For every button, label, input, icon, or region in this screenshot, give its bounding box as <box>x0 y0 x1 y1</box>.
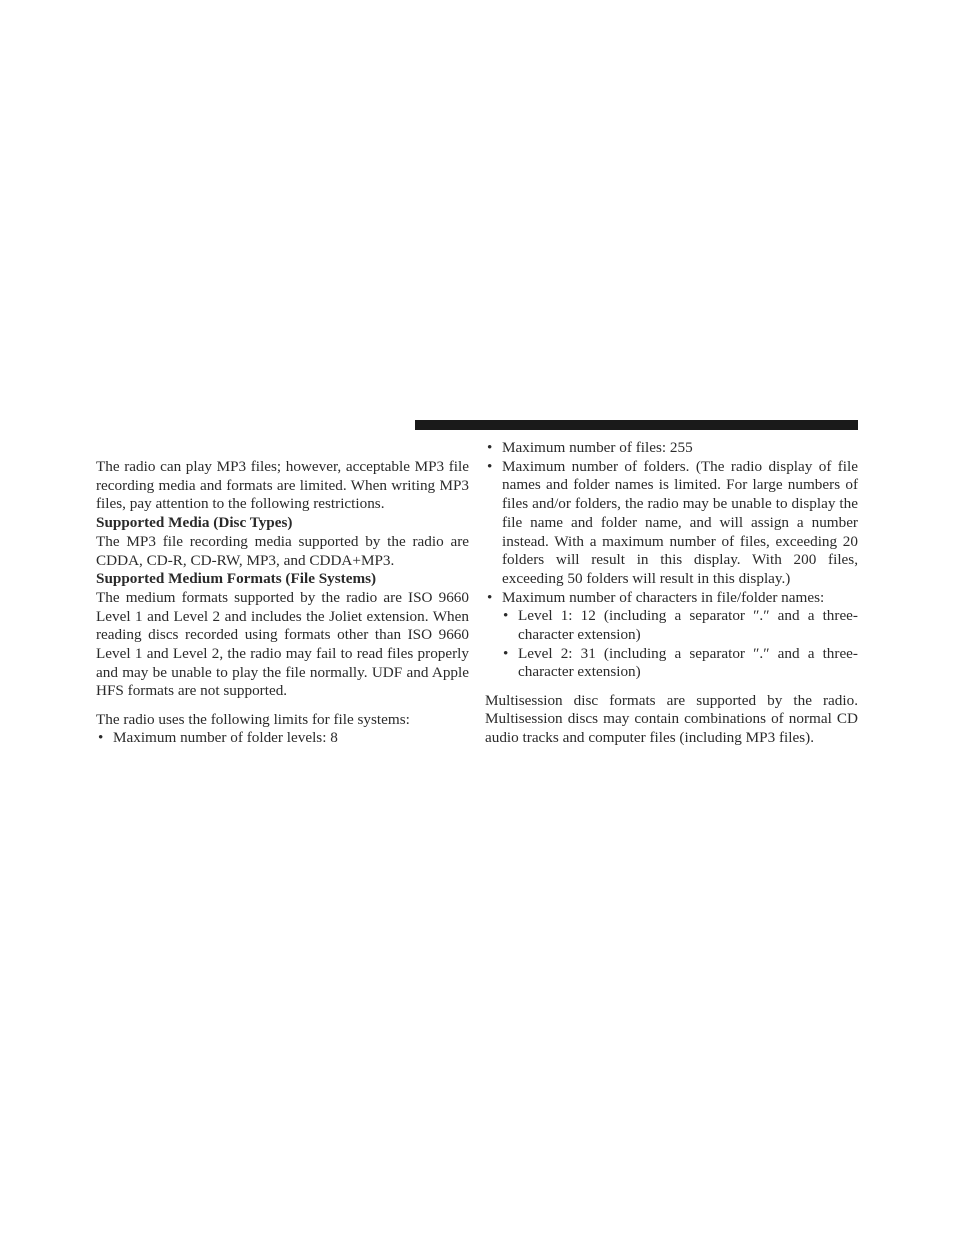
bullet-text: Maximum number of folders. (The radio display of file names and folder names is limited. For large numbers of files and/or folders, the radio may be unable to display the file name and folder name, and will assign a number instead. With a maximum number of files, exceeding 20 folders will result in this display. With 200 files, exceeding 50 folders will result in this display.) <box>502 457 858 587</box>
bullet-icon: • <box>487 588 493 606</box>
intro-paragraph: The radio can play MP3 files; however, acceptable MP3 file recording media and formats are limited. When writing MP3 files, pay attention to the following restrictions. <box>96 458 469 513</box>
bullet-icon: • <box>503 644 509 662</box>
formats-paragraph: The medium formats supported by the radio are ISO 9660 Level 1 and Level 2 and includes the Joliet extension. When reading discs recorded using formats other than ISO 9660 Level 1 and Level 2, the radio may fail to read files properly and may be unable to play the file normally. UDF and Apple HFS formats are not supported. <box>96 588 469 700</box>
left-column <box>96 458 469 748</box>
bullet-text: Maximum number of characters in file/folder names: <box>502 588 825 606</box>
media-paragraph: The MP3 file recording media supported by the radio are CDDA, CD-R, CD-RW, MP3, and CDDA+MP3. <box>96 532 469 569</box>
bullet-icon: • <box>487 457 493 475</box>
bullet-icon: • <box>503 607 509 625</box>
limits-intro-paragraph: The radio uses the following limits for file systems: <box>96 710 410 728</box>
formats-heading: Supported Medium Formats (File Systems) <box>96 570 377 588</box>
bullet-text: Maximum number of files: 255 <box>502 439 693 456</box>
sub-bullet-text: Level 1: 12 (including a separator ″.″ and a three-character extension) <box>518 607 858 644</box>
bullet-item-folder-levels <box>96 729 469 748</box>
sub-bullet-text: Level 2: 31 (including a separator ″.″ and a three-character extension) <box>518 644 858 681</box>
bullet-icon: • <box>487 439 493 456</box>
sub-bullet-item-level2 <box>485 645 858 682</box>
bullet-item-folders <box>485 458 858 589</box>
media-heading: Supported Media (Disc Types) <box>96 514 293 532</box>
sub-bullet-item-level1 <box>485 607 858 644</box>
bullet-text: Maximum number of folder levels: 8 <box>113 729 338 747</box>
bullet-item-characters <box>485 589 858 608</box>
multisession-paragraph: Multisession disc formats are supported by the radio. Multisession discs may contain combinations of normal CD audio tracks and computer files (including MP3 files). <box>485 691 858 747</box>
bullet-item-files <box>485 439 858 458</box>
right-column <box>485 439 858 748</box>
bullet-icon: • <box>98 729 104 747</box>
section-header-bar <box>415 420 858 430</box>
